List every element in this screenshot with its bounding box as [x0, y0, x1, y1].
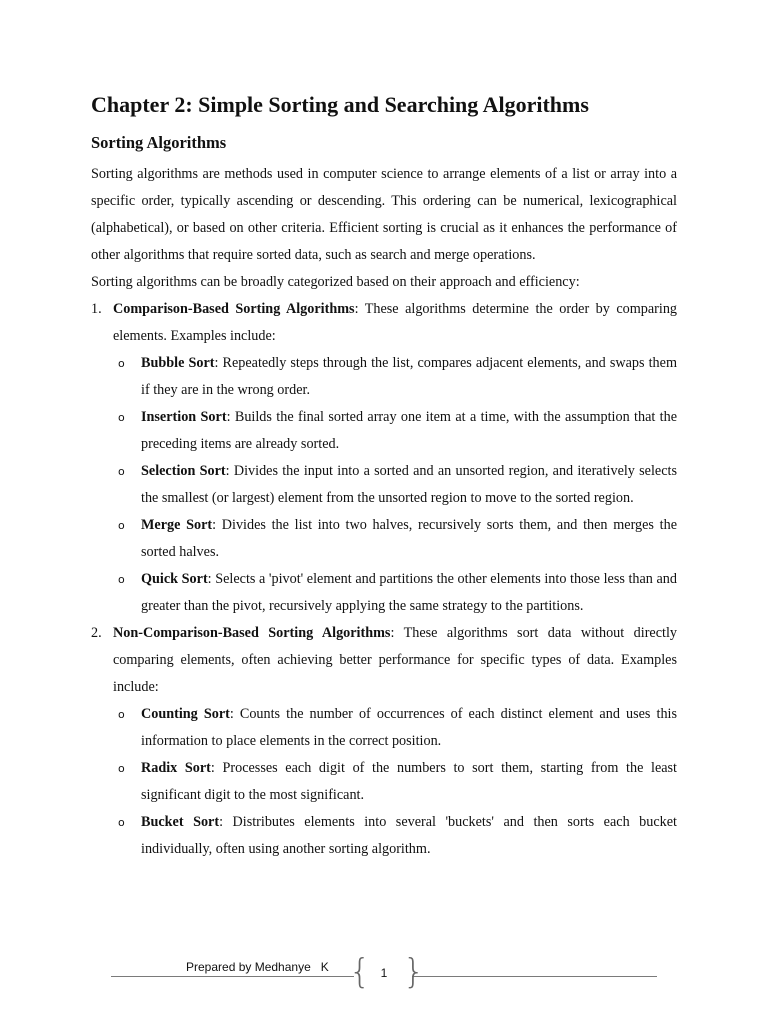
footer-brace-left: {	[349, 952, 371, 992]
algorithm-item	[113, 512, 677, 566]
categorize-paragraph: Sorting algorithms can be broadly categorized based on their approach and efficiency:	[91, 274, 580, 290]
category-list	[91, 296, 677, 863]
list-number: 1.	[91, 301, 102, 317]
algorithm-name: Quick Sort	[141, 571, 208, 587]
algorithm-item	[113, 458, 677, 512]
algorithm-name: Radix Sort	[141, 760, 211, 776]
algorithm-item	[113, 404, 677, 458]
algorithm-list	[113, 350, 677, 620]
algorithm-name: Merge Sort	[141, 517, 213, 533]
algorithm-description: : Divides the list into two halves, recursively sorts them, and then merges the sorted halves.	[141, 517, 677, 560]
bullet-marker: o	[118, 762, 125, 775]
intro-paragraph: Sorting algorithms are methods used in computer science to arrange elements of a list or array into a specific order, typically ascending or descending. This ordering can be numerical, lexicographical (alphabetical), or based on other criteria. Efficient sorting is crucial as it enhances the performance of other algorithms that require sorted data, such as search and merge operations.	[91, 166, 677, 263]
algorithm-name: Selection Sort	[141, 463, 226, 479]
algorithm-description: : Repeatedly steps through the list, compares adjacent elements, and swaps them if they are in the wrong order.	[141, 355, 677, 398]
algorithm-description: : Counts the number of occurrences of each distinct element and uses this information to place elements in the correct position.	[141, 706, 677, 749]
category-item	[91, 620, 677, 863]
footer-brace-right: }	[403, 952, 425, 992]
bullet-marker: o	[118, 708, 125, 721]
footer-author: Prepared by Medhanye K	[186, 960, 329, 974]
bullet-marker: o	[118, 411, 125, 424]
bullet-marker: o	[118, 519, 125, 532]
section-heading: Sorting Algorithms	[91, 133, 227, 152]
bullet-marker: o	[118, 357, 125, 370]
category-description: : These algorithms sort data without directly comparing elements, often achieving better performance for specific types of data. Examples include:	[113, 625, 677, 695]
list-number: 2.	[91, 625, 102, 641]
document-body	[91, 161, 677, 863]
bullet-marker: o	[118, 816, 125, 829]
algorithm-item	[113, 701, 677, 755]
algorithm-description: : Processes each digit of the numbers to sort them, starting from the least significant digit to the most significant.	[141, 760, 678, 803]
algorithm-description: : Distributes elements into several 'buckets' and then sorts each bucket individually, often using another sorting algorithm.	[141, 814, 677, 857]
bullet-marker: o	[118, 573, 125, 586]
algorithm-item	[113, 350, 677, 404]
algorithm-name: Insertion Sort	[141, 409, 227, 425]
algorithm-description: : Builds the final sorted array one item at a time, with the assumption that the preceding items are already sorted.	[141, 409, 678, 452]
algorithm-item	[113, 566, 677, 620]
page-number: 1	[380, 966, 388, 980]
algorithm-name: Bucket Sort	[141, 814, 220, 830]
footer-divider-right	[412, 976, 657, 977]
algorithm-description: : Selects a 'pivot' element and partitions the other elements into those less than and greater than the pivot, recursively applying the same strategy to the partitions.	[141, 571, 677, 614]
bullet-marker: o	[118, 465, 125, 478]
category-title: Comparison-Based Sorting Algorithms	[113, 301, 355, 317]
algorithm-list	[113, 701, 677, 863]
chapter-heading: Chapter 2: Simple Sorting and Searching Algorithms	[91, 92, 589, 117]
footer-divider-left	[111, 976, 354, 977]
algorithm-name: Bubble Sort	[141, 355, 215, 371]
category-item	[91, 296, 677, 620]
algorithm-description: : Divides the input into a sorted and an unsorted region, and iteratively selects the smallest (or largest) element from the unsorted region to move to the sorted region.	[141, 463, 677, 506]
category-title: Non-Comparison-Based Sorting Algorithms	[113, 625, 391, 641]
algorithm-item	[113, 755, 677, 809]
algorithm-item	[113, 809, 677, 863]
algorithm-name: Counting Sort	[141, 706, 230, 722]
category-description: : These algorithms determine the order by comparing elements. Examples include:	[113, 301, 678, 344]
